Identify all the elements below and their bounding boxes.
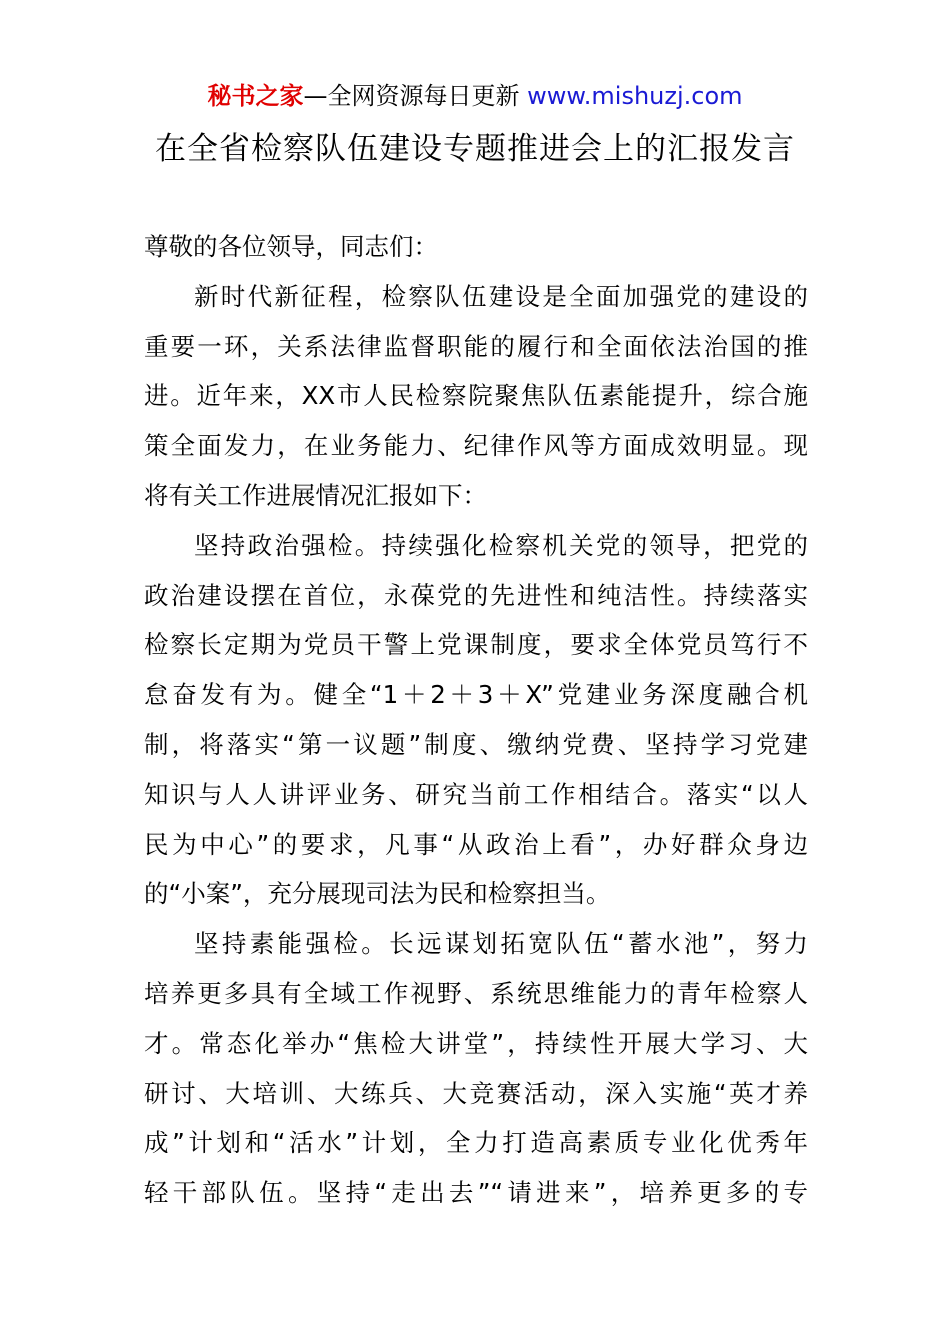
body-line: 策全面发力，在业务能力、纪律作风等方面成效明显。现 xyxy=(144,431,808,461)
body-line: 才。常态化举办“焦检大讲堂”，持续性开展大学习、大 xyxy=(144,1028,808,1058)
body-line: 民为中心”的要求，凡事“从政治上看”，办好群众身边 xyxy=(144,829,808,859)
body-line: 将有关工作进展情况汇报如下： xyxy=(144,480,487,510)
body-line: 坚持政治强检。持续强化检察机关党的领导，把党的 xyxy=(194,530,808,560)
body-line: 检察长定期为党员干警上党课制度，要求全体党员笃行不 xyxy=(144,630,808,660)
body-line: 怠奋发有为。健全“1＋2＋3＋X”党建业务深度融合机 xyxy=(144,680,808,710)
body-line: 制，将落实“第一议题”制度、缴纳党费、坚持学习党建 xyxy=(144,729,808,759)
body-line: 研讨、大培训、大练兵、大竞赛活动，深入实施“英才养 xyxy=(144,1078,808,1108)
body-line: 进。近年来，XX市人民检察院聚焦队伍素能提升，综合施 xyxy=(144,381,808,411)
document-body xyxy=(144,222,808,1218)
site-header xyxy=(0,80,950,112)
body-line: 的“小案”，充分展现司法为民和检察担当。 xyxy=(144,879,611,909)
document-title: 在全省检察队伍建设专题推进会上的汇报发言 xyxy=(155,131,795,167)
body-line: 知识与人人讲评业务、研究当前工作相结合。落实“以人 xyxy=(144,779,808,809)
body-line: 重要一环，关系法律监督职能的履行和全面依法治国的推 xyxy=(144,331,808,361)
body-line: 培养更多具有全域工作视野、系统思维能力的青年检察人 xyxy=(144,978,808,1008)
header-slogan: —全网资源每日更新 xyxy=(303,82,520,110)
body-line: 轻干部队伍。坚持“走出去”“请进来”，培养更多的专 xyxy=(144,1178,808,1208)
body-line: 政治建设摆在首位，永葆党的先进性和纯洁性。持续落实 xyxy=(144,580,808,610)
body-line: 成”计划和“活水”计划，全力打造高素质专业化优秀年 xyxy=(144,1128,808,1158)
body-line: 新时代新征程，检察队伍建设是全面加强党的建设的 xyxy=(194,281,808,311)
body-line: 尊敬的各位领导，同志们： xyxy=(144,232,438,261)
site-url-link[interactable]: www.mishuzj.com xyxy=(519,82,743,110)
body-line: 坚持素能强检。长远谋划拓宽队伍“蓄水池”，努力 xyxy=(194,929,808,959)
brand-name: 秘书之家 xyxy=(207,82,304,110)
